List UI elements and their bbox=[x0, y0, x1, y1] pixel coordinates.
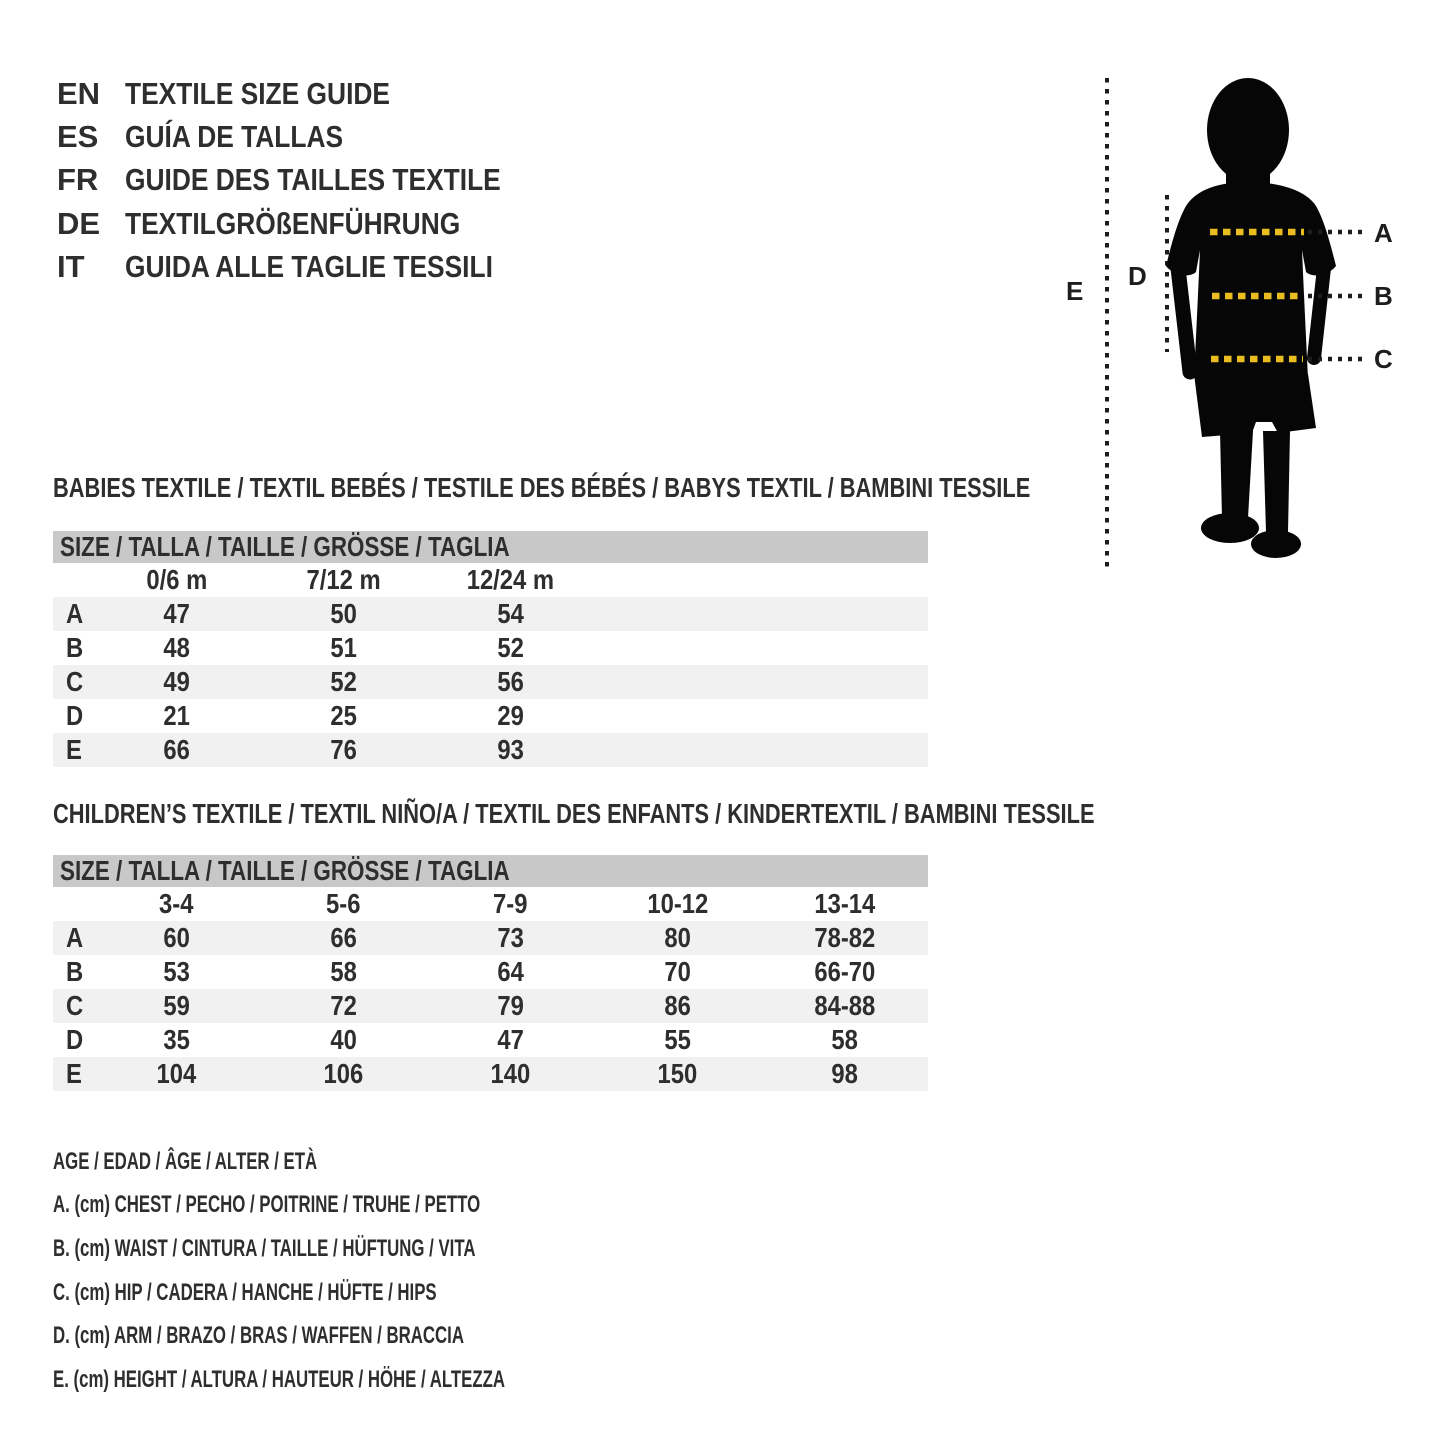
lang-row-fr bbox=[57, 159, 567, 202]
babies-row-e: E 66 76 93 bbox=[53, 733, 928, 767]
silhouette-right-shoe bbox=[1251, 530, 1301, 558]
babies-col-1: 7/12 m bbox=[306, 564, 381, 595]
silhouette-left-arm bbox=[1178, 268, 1190, 372]
lang-row-de bbox=[57, 202, 567, 245]
children-size-table bbox=[53, 855, 928, 1091]
language-title-list bbox=[57, 72, 567, 289]
children-col-2: 7-9 bbox=[493, 888, 528, 919]
babies-size-header-bar: SIZE / TALLA / TAILLE / GRÖSSE / TAGLIA bbox=[53, 531, 928, 563]
children-row-b: B 53 58 64 70 66-70 bbox=[66, 956, 875, 987]
babies-col-2: 12/24 m bbox=[466, 564, 555, 595]
children-size-header-bar: SIZE / TALLA / TAILLE / GRÖSSE / TAGLIA bbox=[53, 855, 928, 887]
children-col-4: 13-14 bbox=[814, 888, 875, 919]
lang-row-it bbox=[57, 246, 567, 289]
lang-title-es: GUÍA DE TALLAS bbox=[125, 119, 344, 155]
measurement-legend bbox=[53, 1140, 699, 1402]
silhouette-shorts bbox=[1194, 374, 1316, 437]
child-measurement-figure bbox=[1060, 60, 1445, 590]
legend-hip: C. (cm) HIP / CADERA / HANCHE / HÜFTE / HIPS bbox=[53, 1278, 437, 1306]
lang-code-it: IT bbox=[57, 249, 85, 285]
lang-code-es: ES bbox=[57, 119, 99, 155]
lang-row-es bbox=[57, 115, 567, 158]
babies-col-0: 0/6 m bbox=[146, 564, 207, 595]
children-col-3: 10-12 bbox=[647, 888, 708, 919]
babies-table-title: BABIES TEXTILE / TEXTIL BEBÉS / TESTILE DES BÉBÉS / BABYS TEXTIL / BAMBINI TESSILE bbox=[53, 472, 1031, 503]
children-col-1: 5-6 bbox=[326, 888, 361, 919]
babies-row-c: C 49 52 56 bbox=[53, 665, 928, 699]
lang-title-en: TEXTILE SIZE GUIDE bbox=[125, 75, 391, 111]
children-table-title: CHILDREN’S TEXTILE / TEXTIL NIÑO/A / TEXTIL DES ENFANTS / KINDERTEXTIL / BAMBINI TESSILE bbox=[53, 798, 1095, 829]
figure-label-a: A bbox=[1374, 218, 1393, 248]
lang-code-fr: FR bbox=[57, 162, 99, 198]
figure-label-e: E bbox=[1066, 276, 1084, 306]
silhouette-left-shoe bbox=[1201, 513, 1259, 543]
lang-code-en: EN bbox=[57, 75, 101, 111]
lang-title-it: GUIDA ALLE TAGLIE TESSILI bbox=[125, 249, 493, 285]
lang-code-de: DE bbox=[57, 205, 101, 241]
figure-label-d: D bbox=[1128, 261, 1147, 291]
babies-row-d: D 21 25 29 bbox=[66, 700, 524, 731]
lang-title-fr: GUIDE DES TAILLES TEXTILE bbox=[125, 162, 501, 198]
children-row-c: C 59 72 79 86 84-88 bbox=[53, 989, 928, 1023]
lang-title-de: TEXTILGRÖßENFÜHRUNG bbox=[125, 205, 461, 241]
figure-label-c: C bbox=[1374, 344, 1393, 374]
children-row-d: D 35 40 47 55 58 bbox=[66, 1024, 858, 1055]
legend-chest: A. (cm) CHEST / PECHO / POITRINE / TRUHE / PETTO bbox=[53, 1191, 481, 1219]
children-column-header-row bbox=[53, 887, 928, 921]
silhouette-right-arm bbox=[1314, 268, 1324, 358]
legend-age: AGE / EDAD / ÂGE / ALTER / ETÀ bbox=[53, 1147, 318, 1175]
children-col-0: 3-4 bbox=[159, 888, 194, 919]
babies-column-header-row bbox=[53, 563, 928, 597]
babies-size-table bbox=[53, 531, 928, 767]
children-row-a: A 60 66 73 80 78-82 bbox=[53, 921, 928, 955]
legend-arm: D. (cm) ARM / BRAZO / BRAS / WAFFEN / BRACCIA bbox=[53, 1322, 464, 1350]
babies-row-a: A 47 50 54 bbox=[53, 597, 928, 631]
figure-label-b: B bbox=[1374, 281, 1393, 311]
legend-height: E. (cm) HEIGHT / ALTURA / HAUTEUR / HÖHE / ALTEZZA bbox=[53, 1365, 506, 1393]
babies-row-b: B 48 51 52 bbox=[66, 632, 524, 663]
legend-waist: B. (cm) WAIST / CINTURA / TAILLE / HÜFTUNG / VITA bbox=[53, 1234, 476, 1262]
lang-row-en bbox=[57, 72, 567, 115]
children-row-e: E 104 106 140 150 98 bbox=[53, 1057, 928, 1091]
